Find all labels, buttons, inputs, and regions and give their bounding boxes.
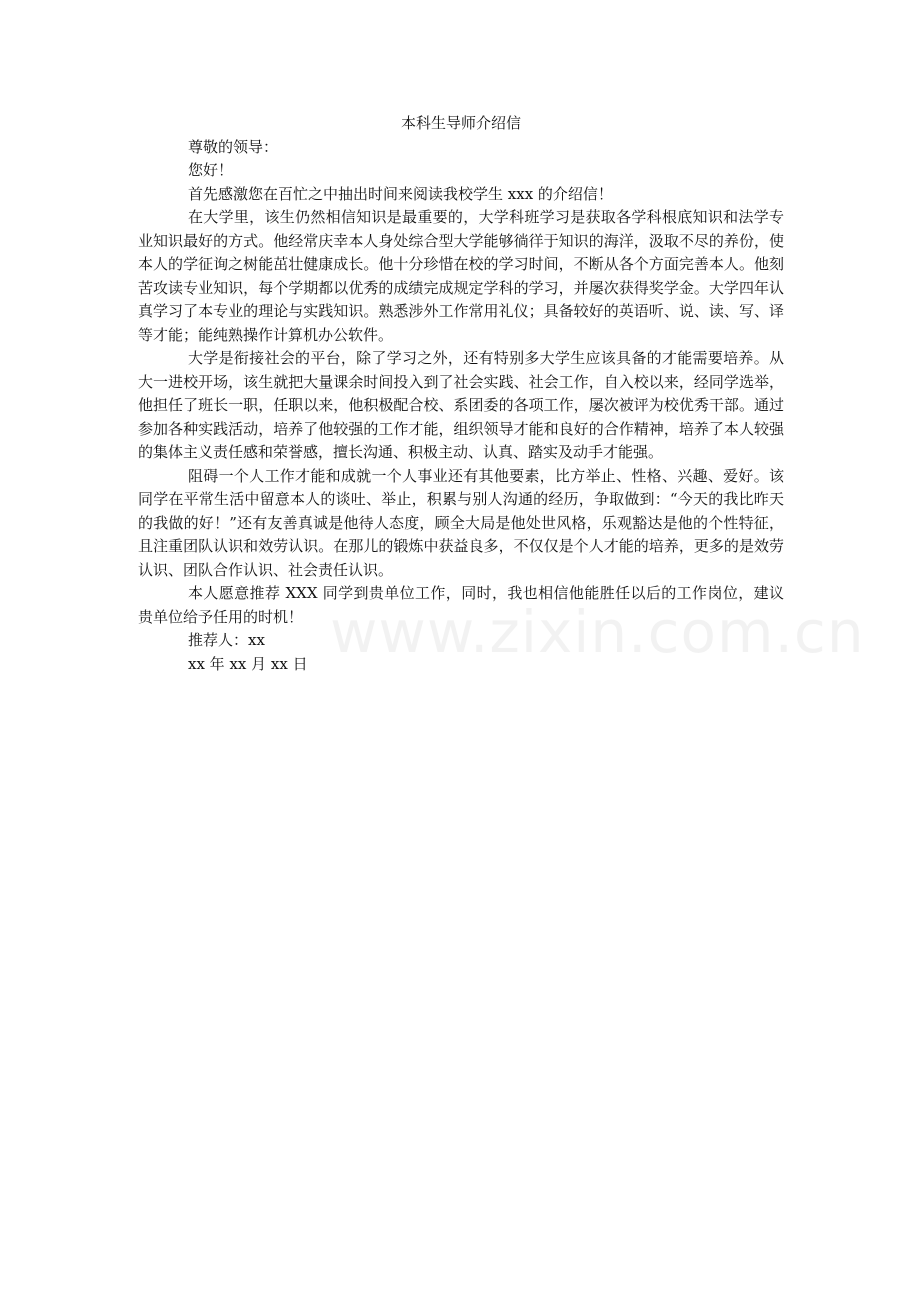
paragraph-activities: 大学是衔接社会的平台，除了学习之外，还有特别多大学生应该具备的才能需要培养。从大一进校开场，该生就把大量课余时间投入到了社会实践、社会工作，自入校以来，经同学选举，他担任了班长一职，任职以来，他积极配合校、系团委的各项工作，屡次被评为校优秀干部。通过参加各种实践活动，培养了他较强的工作才能，组织领导才能和良好的合作精神，培养了本人较强的集体主义责任感和荣誉感，擅长沟通、积极主动、认真、踏实及动手才能强。: [138, 349, 784, 461]
paragraph-study: 在大学里，该生仍然相信知识是最重要的，大学科班学习是获取各学科根底知识和法学专业知识最好的方式。他经常庆幸本人身处综合型大学能够徜徉于知识的海洋，汲取不尽的养份，使本人的学征询之树能茁壮健康成长。他十分珍惜在校的学习时间，不断从各个方面完善本人。他刻苦攻读专业知识，每个学期都以优秀的成绩完成规定学科的学习，并屡次获得奖学金。大学四年认真学习了本专业的理论与实践知识。熟悉涉外工作常用礼仪；具备较好的英语听、说、读、写、译等才能；能纯熟操作计算机办公软件。: [138, 208, 784, 344]
letter-date: xx 年 xx 月 xx 日: [188, 654, 308, 673]
letter-page: [138, 112, 784, 676]
salutation: 尊敬的领导：: [188, 137, 279, 156]
paragraph-recommendation: 本人愿意推荐 XXX 同学到贵单位工作，同时，我也相信他能胜任以后的工作岗位，建议贵单位给予任用的时机！: [138, 584, 784, 626]
letter-title: 本科生导师介绍信: [400, 114, 521, 132]
recommender: 推荐人：xx: [188, 631, 265, 649]
paragraph-intro: 首先感激您在百忙之中抽出时间来阅读我校学生 xxx 的介绍信！: [188, 184, 613, 203]
watermark: www.zixin.com.cn: [330, 598, 865, 666]
paragraph-character: 阻碍一个人工作才能和成就一个人事业还有其他要素，比方举止、性格、兴趣、爱好。该同学在平常生活中留意本人的谈吐、举止，积累与别人沟通的经历，争取做到：“今天的我比昨天的我做的好！”还有友善真诚是他待人态度，顾全大局是他处世风格，乐观豁达是他的个性特征，且注重团队认识和效劳认识。在那儿的锻炼中获益良多，不仅仅是个人才能的培养，更多的是效劳认识、团队合作认识、社会责任认识。: [138, 466, 784, 579]
greeting: 您好！: [188, 161, 234, 179]
